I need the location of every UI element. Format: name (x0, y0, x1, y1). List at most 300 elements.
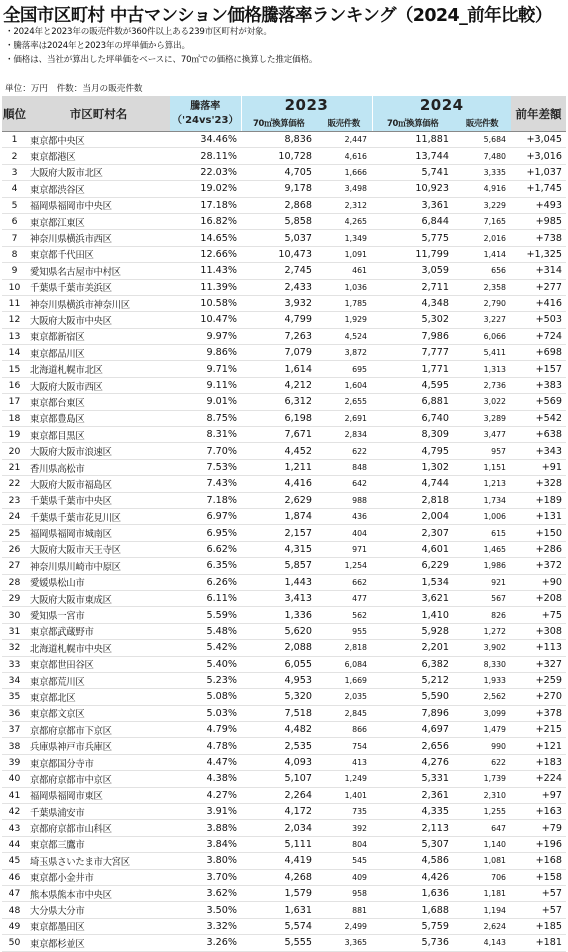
rank-cell: 44 (2, 836, 27, 852)
city-cell: 千葉県千葉市中央区 (27, 492, 170, 508)
city-cell: 東京都杉並区 (27, 935, 170, 951)
city-cell: 東京都台東区 (27, 394, 170, 410)
table-row (2, 361, 566, 377)
count-2023-cell: 1,604 (316, 377, 372, 393)
rank-cell: 23 (2, 492, 27, 508)
price-2023-cell: 6,055 (241, 656, 316, 672)
count-2023-cell: 971 (316, 541, 372, 557)
price-2024-cell: 2,113 (372, 820, 453, 836)
count-2024-cell: 5,411 (453, 345, 511, 361)
count-2023-cell: 1,929 (316, 312, 372, 328)
count-2024-cell: 921 (453, 574, 511, 590)
city-cell: 北海道札幌市中央区 (27, 640, 170, 656)
diff-cell: +327 (511, 656, 566, 672)
price-2023-cell: 4,172 (241, 804, 316, 820)
price-2024-cell: 1,636 (372, 885, 453, 901)
header-rank: 順位 (2, 96, 27, 132)
price-2024-cell: 1,688 (372, 902, 453, 918)
price-2023-cell: 6,312 (241, 394, 316, 410)
diff-cell: +383 (511, 377, 566, 393)
rate-cell: 8.31% (170, 427, 241, 443)
price-2023-cell: 4,482 (241, 722, 316, 738)
table-row (2, 345, 566, 361)
rank-cell: 17 (2, 394, 27, 410)
diff-cell: +270 (511, 689, 566, 705)
count-2024-cell: 1,465 (453, 541, 511, 557)
count-2024-cell: 2,624 (453, 918, 511, 934)
count-2024-cell: 1,734 (453, 492, 511, 508)
price-2023-cell: 10,473 (241, 246, 316, 262)
count-2023-cell: 6,084 (316, 656, 372, 672)
price-2023-cell: 7,671 (241, 427, 316, 443)
diff-cell: +91 (511, 459, 566, 475)
city-cell: 東京都港区 (27, 148, 170, 164)
city-cell: 東京都江東区 (27, 213, 170, 229)
rate-cell: 16.82% (170, 213, 241, 229)
count-2024-cell: 5,684 (453, 132, 511, 148)
rate-cell: 6.62% (170, 541, 241, 557)
price-2024-cell: 10,923 (372, 181, 453, 197)
diff-cell: +724 (511, 328, 566, 344)
diff-cell: +308 (511, 623, 566, 639)
diff-cell: +97 (511, 787, 566, 803)
count-2023-cell: 2,845 (316, 705, 372, 721)
price-2023-cell: 4,315 (241, 541, 316, 557)
count-2023-cell: 413 (316, 754, 372, 770)
diff-cell: +181 (511, 935, 566, 951)
rate-cell: 5.48% (170, 623, 241, 639)
diff-cell: +638 (511, 427, 566, 443)
count-2023-cell: 754 (316, 738, 372, 754)
rate-cell: 3.84% (170, 836, 241, 852)
city-cell: 千葉県千葉市美浜区 (27, 279, 170, 295)
rank-cell: 6 (2, 213, 27, 229)
city-cell: 神奈川県横浜市神奈川区 (27, 295, 170, 311)
count-2023-cell: 662 (316, 574, 372, 590)
rank-cell: 22 (2, 476, 27, 492)
price-2023-cell: 8,836 (241, 132, 316, 148)
price-2023-cell: 1,614 (241, 361, 316, 377)
diff-cell: +189 (511, 492, 566, 508)
count-2023-cell: 477 (316, 590, 372, 606)
table-row (2, 541, 566, 557)
table-row (2, 902, 566, 918)
diff-cell: +542 (511, 410, 566, 426)
price-2024-cell: 1,771 (372, 361, 453, 377)
header-count-2023: 販売件数 (316, 114, 372, 132)
rank-cell: 21 (2, 459, 27, 475)
header-year-2024: 2024 (372, 96, 511, 114)
count-2024-cell: 3,227 (453, 312, 511, 328)
price-2023-cell: 4,268 (241, 869, 316, 885)
header-count-2024: 販売件数 (453, 114, 511, 132)
rate-cell: 3.62% (170, 885, 241, 901)
price-2023-cell: 3,932 (241, 295, 316, 311)
rate-cell: 6.26% (170, 574, 241, 590)
count-2024-cell: 1,081 (453, 853, 511, 869)
rate-cell: 19.02% (170, 181, 241, 197)
count-2023-cell: 1,785 (316, 295, 372, 311)
table-row (2, 836, 566, 852)
table-row (2, 869, 566, 885)
city-cell: 東京都小金井市 (27, 869, 170, 885)
rate-cell: 9.01% (170, 394, 241, 410)
price-2023-cell: 2,433 (241, 279, 316, 295)
price-2024-cell: 2,307 (372, 525, 453, 541)
count-2024-cell: 990 (453, 738, 511, 754)
price-2023-cell: 2,868 (241, 197, 316, 213)
price-2024-cell: 4,335 (372, 804, 453, 820)
price-2024-cell: 7,777 (372, 345, 453, 361)
count-2024-cell: 3,477 (453, 427, 511, 443)
count-2023-cell: 2,655 (316, 394, 372, 410)
price-2024-cell: 6,740 (372, 410, 453, 426)
price-2024-cell: 4,697 (372, 722, 453, 738)
count-2023-cell: 804 (316, 836, 372, 852)
city-cell: 愛知県一宮市 (27, 607, 170, 623)
table-row (2, 640, 566, 656)
table-row (2, 394, 566, 410)
count-2023-cell: 988 (316, 492, 372, 508)
diff-cell: +131 (511, 508, 566, 524)
count-2024-cell: 826 (453, 607, 511, 623)
count-2023-cell: 2,035 (316, 689, 372, 705)
rank-cell: 7 (2, 230, 27, 246)
rate-cell: 28.11% (170, 148, 241, 164)
table-row (2, 246, 566, 262)
city-cell: 大阪府大阪市浪速区 (27, 443, 170, 459)
table-row (2, 607, 566, 623)
price-2024-cell: 11,799 (372, 246, 453, 262)
rate-cell: 4.79% (170, 722, 241, 738)
count-2023-cell: 3,498 (316, 181, 372, 197)
count-2024-cell: 7,480 (453, 148, 511, 164)
price-2024-cell: 4,601 (372, 541, 453, 557)
header-rate (170, 96, 241, 132)
rank-cell: 11 (2, 295, 27, 311)
price-2024-cell: 5,928 (372, 623, 453, 639)
rate-cell: 3.50% (170, 902, 241, 918)
rank-cell: 8 (2, 246, 27, 262)
count-2024-cell: 1,272 (453, 623, 511, 639)
table-row (2, 525, 566, 541)
count-2024-cell: 3,022 (453, 394, 511, 410)
price-2024-cell: 4,276 (372, 754, 453, 770)
city-cell: 大阪府大阪市福島区 (27, 476, 170, 492)
count-2024-cell: 3,289 (453, 410, 511, 426)
price-2024-cell: 5,775 (372, 230, 453, 246)
city-cell: 千葉県浦安市 (27, 804, 170, 820)
price-2023-cell: 5,857 (241, 558, 316, 574)
count-2023-cell: 958 (316, 885, 372, 901)
count-2024-cell: 1,313 (453, 361, 511, 377)
table-row (2, 295, 566, 311)
note-line: ・2024年と2023年の販売件数が360件以上ある239市区町村が対象。 (5, 27, 272, 37)
count-2024-cell: 1,739 (453, 771, 511, 787)
city-cell: 神奈川県川崎市中原区 (27, 558, 170, 574)
diff-cell: +208 (511, 590, 566, 606)
diff-cell: +121 (511, 738, 566, 754)
header-price-2024: 70㎡換算価格 (372, 114, 453, 132)
count-2023-cell: 1,249 (316, 771, 372, 787)
table-row (2, 148, 566, 164)
price-2024-cell: 5,331 (372, 771, 453, 787)
rank-cell: 46 (2, 869, 27, 885)
rate-cell: 9.97% (170, 328, 241, 344)
count-2023-cell: 1,401 (316, 787, 372, 803)
price-2024-cell: 2,201 (372, 640, 453, 656)
diff-cell: +57 (511, 885, 566, 901)
rate-cell: 22.03% (170, 164, 241, 180)
rank-cell: 39 (2, 754, 27, 770)
rank-cell: 10 (2, 279, 27, 295)
rank-cell: 28 (2, 574, 27, 590)
rate-cell: 34.46% (170, 132, 241, 148)
price-2023-cell: 3,413 (241, 590, 316, 606)
rate-cell: 10.58% (170, 295, 241, 311)
diff-cell: +259 (511, 672, 566, 688)
price-2024-cell: 4,586 (372, 853, 453, 869)
price-2024-cell: 5,590 (372, 689, 453, 705)
table-row (2, 590, 566, 606)
rank-cell: 50 (2, 935, 27, 951)
count-2024-cell: 622 (453, 754, 511, 770)
count-2024-cell: 2,358 (453, 279, 511, 295)
count-2024-cell: 6,066 (453, 328, 511, 344)
rank-cell: 35 (2, 689, 27, 705)
page-title: 全国市区町村 中古マンション価格騰落率ランキング（2024_前年比較） (3, 6, 552, 26)
count-2024-cell: 656 (453, 263, 511, 279)
rank-cell: 30 (2, 607, 27, 623)
city-cell: 東京都荒川区 (27, 672, 170, 688)
rank-cell: 12 (2, 312, 27, 328)
table-row (2, 230, 566, 246)
rank-cell: 20 (2, 443, 27, 459)
diff-cell: +1,037 (511, 164, 566, 180)
rate-cell: 5.23% (170, 672, 241, 688)
price-2024-cell: 2,818 (372, 492, 453, 508)
header-rate-line2: （'24vs'23） (172, 114, 239, 126)
price-2024-cell: 4,795 (372, 443, 453, 459)
rate-cell: 7.43% (170, 476, 241, 492)
price-2023-cell: 4,419 (241, 853, 316, 869)
count-2023-cell: 1,666 (316, 164, 372, 180)
price-2023-cell: 5,858 (241, 213, 316, 229)
price-2023-cell: 5,037 (241, 230, 316, 246)
price-2024-cell: 5,759 (372, 918, 453, 934)
city-cell: 福岡県福岡市東区 (27, 787, 170, 803)
count-2023-cell: 2,447 (316, 132, 372, 148)
table-row (2, 885, 566, 901)
table-row (2, 672, 566, 688)
price-2024-cell: 8,309 (372, 427, 453, 443)
diff-cell: +163 (511, 804, 566, 820)
city-cell: 京都府京都市下京区 (27, 722, 170, 738)
city-cell: 大阪府大阪市西区 (27, 377, 170, 393)
city-cell: 東京都渋谷区 (27, 181, 170, 197)
price-2024-cell: 4,744 (372, 476, 453, 492)
price-2023-cell: 7,079 (241, 345, 316, 361)
table-row (2, 771, 566, 787)
count-2024-cell: 3,902 (453, 640, 511, 656)
table-row (2, 738, 566, 754)
rank-cell: 4 (2, 181, 27, 197)
unit-note: 単位：万円 件数：当月の販売件数 (5, 84, 143, 94)
diff-cell: +372 (511, 558, 566, 574)
rate-cell: 3.91% (170, 804, 241, 820)
table-row (2, 722, 566, 738)
diff-cell: +1,745 (511, 181, 566, 197)
rank-cell: 1 (2, 132, 27, 148)
rate-cell: 11.43% (170, 263, 241, 279)
price-2023-cell: 4,705 (241, 164, 316, 180)
table-row (2, 492, 566, 508)
price-2023-cell: 4,093 (241, 754, 316, 770)
rank-cell: 13 (2, 328, 27, 344)
rank-cell: 26 (2, 541, 27, 557)
city-cell: 埼玉県さいたま市大宮区 (27, 853, 170, 869)
count-2023-cell: 4,616 (316, 148, 372, 164)
count-2024-cell: 3,229 (453, 197, 511, 213)
price-2023-cell: 2,157 (241, 525, 316, 541)
table-row (2, 181, 566, 197)
price-2023-cell: 2,745 (241, 263, 316, 279)
header-city: 市区町村名 (27, 96, 170, 132)
rank-cell: 43 (2, 820, 27, 836)
price-2023-cell: 5,111 (241, 836, 316, 852)
table-row (2, 263, 566, 279)
city-cell: 熊本県熊本市中央区 (27, 885, 170, 901)
rate-cell: 6.97% (170, 508, 241, 524)
table-row (2, 427, 566, 443)
city-cell: 大阪府大阪市東成区 (27, 590, 170, 606)
price-2024-cell: 1,410 (372, 607, 453, 623)
count-2023-cell: 562 (316, 607, 372, 623)
rank-cell: 27 (2, 558, 27, 574)
price-2023-cell: 1,579 (241, 885, 316, 901)
price-2024-cell: 4,595 (372, 377, 453, 393)
table-row (2, 459, 566, 475)
count-2024-cell: 3,099 (453, 705, 511, 721)
diff-cell: +158 (511, 869, 566, 885)
diff-cell: +343 (511, 443, 566, 459)
table-row (2, 410, 566, 426)
count-2024-cell: 1,006 (453, 508, 511, 524)
ranking-table (2, 96, 566, 952)
rank-cell: 19 (2, 427, 27, 443)
diff-cell: +277 (511, 279, 566, 295)
rank-cell: 31 (2, 623, 27, 639)
price-2023-cell: 2,088 (241, 640, 316, 656)
city-cell: 愛知県名古屋市中村区 (27, 263, 170, 279)
table-row (2, 197, 566, 213)
count-2023-cell: 642 (316, 476, 372, 492)
city-cell: 東京都世田谷区 (27, 656, 170, 672)
city-cell: 東京都三鷹市 (27, 836, 170, 852)
rank-cell: 36 (2, 705, 27, 721)
rate-cell: 4.27% (170, 787, 241, 803)
diff-cell: +286 (511, 541, 566, 557)
count-2024-cell: 1,479 (453, 722, 511, 738)
city-cell: 東京都目黒区 (27, 427, 170, 443)
rank-cell: 37 (2, 722, 27, 738)
table-row (2, 132, 566, 148)
city-cell: 大分県大分市 (27, 902, 170, 918)
rate-cell: 9.71% (170, 361, 241, 377)
city-cell: 大阪府大阪市中央区 (27, 312, 170, 328)
table-row (2, 656, 566, 672)
diff-cell: +503 (511, 312, 566, 328)
rate-cell: 7.18% (170, 492, 241, 508)
price-2023-cell: 6,198 (241, 410, 316, 426)
price-2024-cell: 1,302 (372, 459, 453, 475)
count-2023-cell: 545 (316, 853, 372, 869)
rank-cell: 47 (2, 885, 27, 901)
count-2024-cell: 1,194 (453, 902, 511, 918)
diff-cell: +185 (511, 918, 566, 934)
price-2023-cell: 1,211 (241, 459, 316, 475)
price-2023-cell: 5,320 (241, 689, 316, 705)
count-2023-cell: 392 (316, 820, 372, 836)
rank-cell: 48 (2, 902, 27, 918)
rate-cell: 5.08% (170, 689, 241, 705)
price-2023-cell: 2,535 (241, 738, 316, 754)
header-price-2023: 70㎡換算価格 (241, 114, 316, 132)
city-cell: 東京都国分寺市 (27, 754, 170, 770)
count-2024-cell: 1,414 (453, 246, 511, 262)
city-cell: 大阪府大阪市北区 (27, 164, 170, 180)
city-cell: 東京都新宿区 (27, 328, 170, 344)
price-2023-cell: 5,555 (241, 935, 316, 951)
diff-cell: +569 (511, 394, 566, 410)
rate-cell: 3.88% (170, 820, 241, 836)
rank-cell: 38 (2, 738, 27, 754)
rank-cell: 5 (2, 197, 27, 213)
table-row (2, 213, 566, 229)
price-2024-cell: 7,896 (372, 705, 453, 721)
diff-cell: +150 (511, 525, 566, 541)
rank-cell: 29 (2, 590, 27, 606)
rate-cell: 12.66% (170, 246, 241, 262)
count-2023-cell: 4,524 (316, 328, 372, 344)
table-row (2, 623, 566, 639)
table-row (2, 754, 566, 770)
price-2024-cell: 4,426 (372, 869, 453, 885)
diff-cell: +168 (511, 853, 566, 869)
price-2023-cell: 5,574 (241, 918, 316, 934)
city-cell: 福岡県福岡市城南区 (27, 525, 170, 541)
price-2024-cell: 5,741 (372, 164, 453, 180)
table-row (2, 689, 566, 705)
diff-cell: +113 (511, 640, 566, 656)
count-2024-cell: 2,016 (453, 230, 511, 246)
table-row (2, 377, 566, 393)
price-2024-cell: 3,059 (372, 263, 453, 279)
header-diff: 前年差額 (511, 96, 566, 132)
count-2024-cell: 2,562 (453, 689, 511, 705)
price-2024-cell: 5,212 (372, 672, 453, 688)
count-2023-cell: 461 (316, 263, 372, 279)
diff-cell: +57 (511, 902, 566, 918)
diff-cell: +314 (511, 263, 566, 279)
price-2024-cell: 5,736 (372, 935, 453, 951)
price-2024-cell: 6,844 (372, 213, 453, 229)
rate-cell: 9.86% (170, 345, 241, 361)
count-2023-cell: 622 (316, 443, 372, 459)
count-2023-cell: 695 (316, 361, 372, 377)
count-2023-cell: 1,669 (316, 672, 372, 688)
diff-cell: +75 (511, 607, 566, 623)
